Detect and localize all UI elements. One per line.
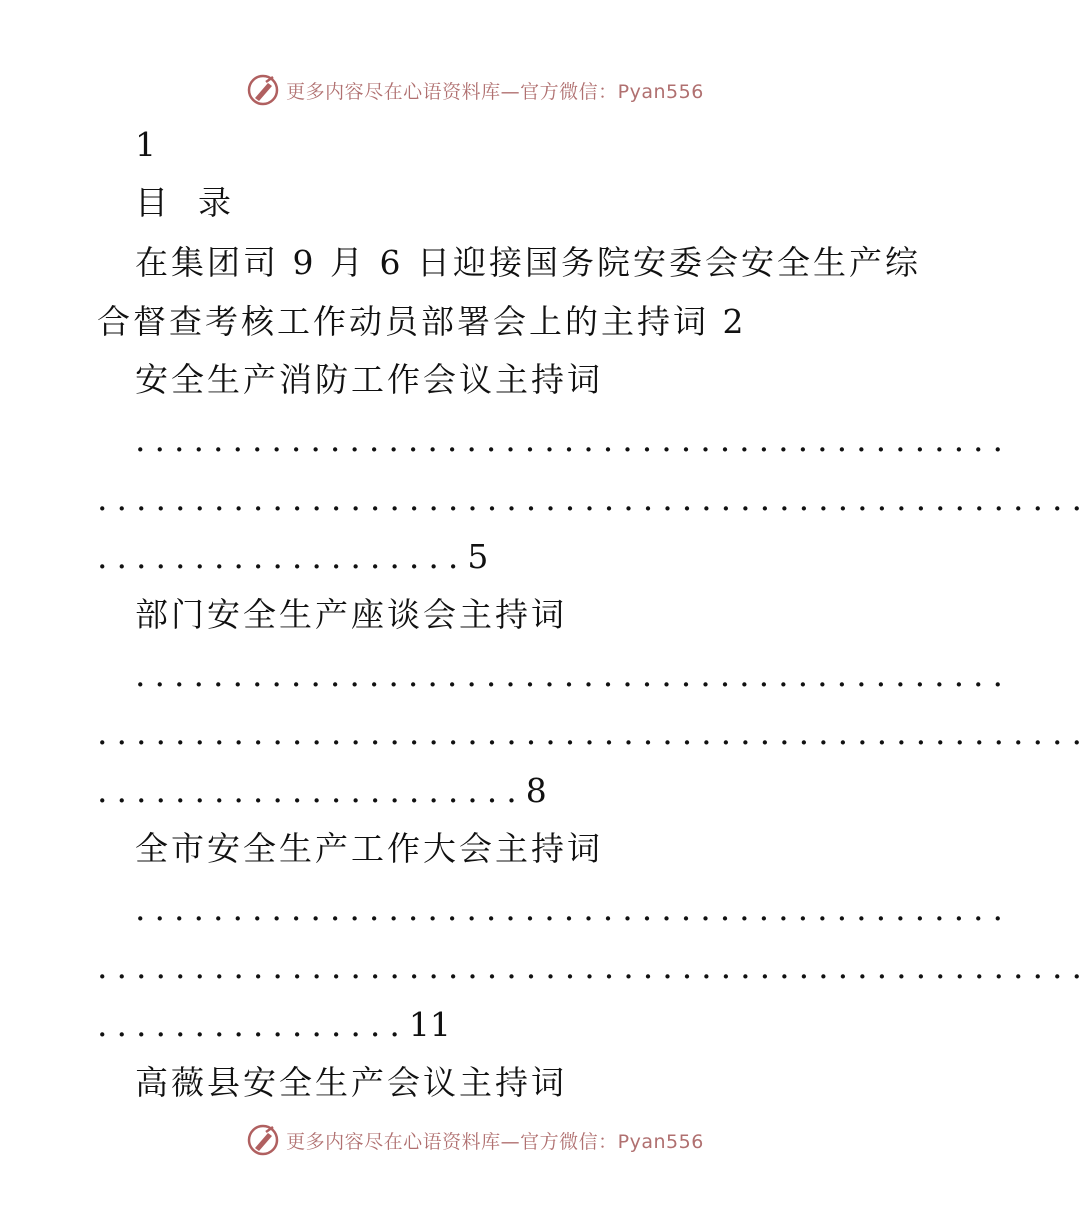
toc-leader-dots: ................................................... [97,947,1091,986]
pen-logo-icon [246,73,280,107]
toc-entry-3-leader: ......................8 [97,771,547,810]
toc-entry-1-title-line1: 在集团司 9 月 6 日迎接国务院安委会安全生产综 [135,243,921,282]
toc-title: 目 录 [135,183,234,222]
toc-leader-dots: ............................................. [135,420,1013,459]
toc-entry-1-page: 2 [722,302,747,341]
pen-logo-icon [246,1123,280,1157]
toc-leader-dots: ................................................... [97,479,1091,518]
toc-entry-3-page: 8 [525,771,547,810]
toc-entry-3-title: 部门安全生产座谈会主持词 [135,595,567,634]
toc-leader-dots: ............................................. [135,889,1013,928]
toc-leader-dots: ............................................. [135,655,1013,694]
watermark-text: 更多内容尽在心语资料库—官方微信：Pyan556 [286,80,704,103]
toc-entry-2-title: 安全生产消防工作会议主持词 [135,360,603,399]
toc-leader-dots: ................................................... [97,713,1091,752]
watermark-banner-top [0,70,950,110]
toc-entry-5-title: 高薇县安全生产会议主持词 [135,1063,567,1102]
watermark-banner-bottom [0,1120,950,1160]
toc-entry-4-leader: ................11 [97,1005,451,1044]
toc-entry-2-page: 5 [467,537,489,576]
page-number: 1 [135,125,159,164]
toc-entry-2-leader: ...................5 [97,537,489,576]
toc-entry-4-title: 全市安全生产工作大会主持词 [135,829,603,868]
toc-entry-1-title-line2 [97,302,937,342]
watermark-text: 更多内容尽在心语资料库—官方微信：Pyan556 [286,1130,704,1153]
toc-entry-4-page: 11 [408,1005,451,1044]
toc-entry-1-title: 合督查考核工作动员部署会上的主持词 [97,302,709,341]
